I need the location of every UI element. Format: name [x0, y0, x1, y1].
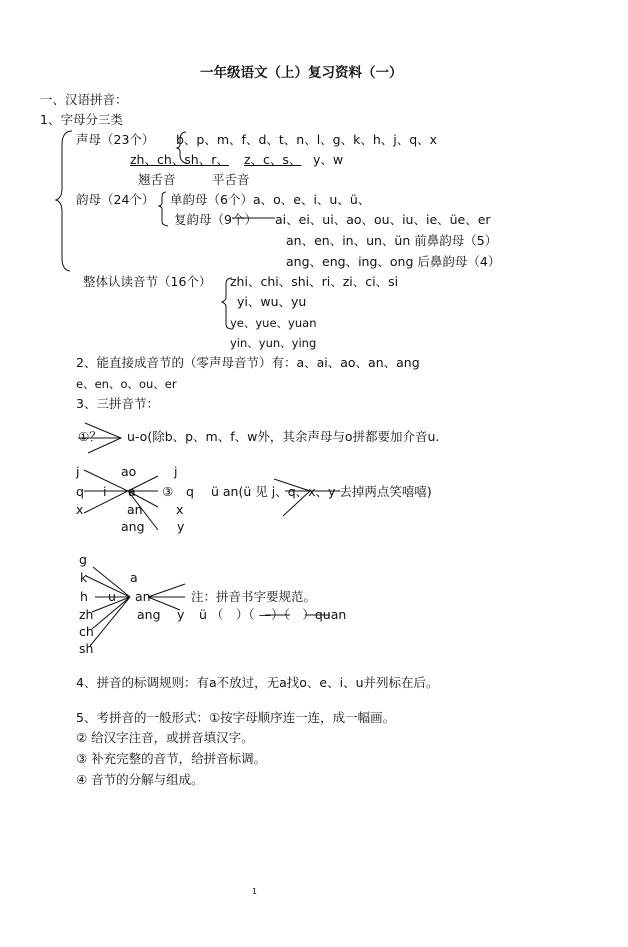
final-ang: ang — [137, 607, 161, 622]
letter-k: k — [80, 570, 88, 585]
letter-j: j — [76, 464, 80, 479]
letter-ch: ch — [79, 624, 94, 639]
letter-y: y — [177, 519, 185, 534]
letter-y: y — [177, 607, 185, 622]
fu-yunmu-label: 复韵母（9个） — [174, 212, 257, 227]
dan-yunmu: 单韵母（6个）a、o、e、i、u、ü、 — [170, 192, 371, 207]
qiaoshe-label: 翘舌音 — [138, 172, 176, 187]
item4: 4、拼音的标调规则：有a不放过，无a找o、e、i、u并列标在后。 — [76, 675, 439, 690]
brace-main — [56, 131, 72, 271]
letter-q: q — [186, 484, 194, 499]
letter-zh: zh — [79, 607, 94, 622]
final-an: an — [127, 502, 143, 517]
item3-heading: 3、三拼音节： — [76, 396, 159, 411]
item2-line1: 2、能直接成音节的（零声母音节）有：a、ai、ao、an、ang — [76, 355, 420, 370]
lines-jqx — [84, 470, 158, 530]
letter-sh: sh — [79, 641, 94, 656]
letter-u: u — [108, 589, 116, 604]
arrow-rule1 — [78, 423, 121, 453]
rule3-mark: ③ — [162, 484, 174, 499]
qiaoshe-letters: zh、ch、sh、r、 — [130, 152, 229, 167]
letter-a: a — [128, 484, 136, 499]
zhengti-label: 整体认读音节（16个） — [83, 274, 212, 289]
yw-letters: y、w — [313, 152, 344, 167]
lines-gk — [86, 567, 185, 646]
letter-j: j — [174, 464, 178, 479]
letter-q: q — [76, 484, 84, 499]
zhengti-row: zhi、chi、shi、ri、zi、ci、si — [230, 274, 399, 289]
rule1-mark: ①？ — [78, 429, 102, 444]
item5-line1: 5、考拼音的一般形式：①按字母顺序连一连，成一幅画。 — [76, 710, 396, 725]
qian-bi-yunmu: an、en、in、un、ün 前鼻韵母（5） — [286, 233, 498, 248]
fu-yunmu: ai、ei、ui、ao、ou、iu、ie、üe、er — [275, 212, 491, 227]
final-ang: ang — [121, 519, 145, 534]
shengmu-label: 声母（23个） — [76, 132, 155, 147]
hou-bi-yunmu: ang、eng、ing、ong 后鼻韵母（4） — [286, 254, 501, 269]
shengmu-row1: b、p、m、f、d、t、n、l、g、k、h、j、q、x — [176, 132, 438, 147]
item1-heading: 1、字母分三类 — [40, 112, 123, 127]
letter-x: x — [176, 502, 184, 517]
rule1-text: u-o(除b、p、m、f、w外，其余声母与o拼都要加介音u. — [127, 429, 440, 444]
item5-line3: ③ 补充完整的音节，给拼音标调。 — [76, 751, 267, 766]
example-text: ü （ ）（ —）（ ）quan — [199, 607, 347, 622]
zhengti-row: yin、yun、ying — [230, 336, 317, 350]
letter-h: h — [80, 589, 88, 604]
final-ao: ao — [121, 464, 137, 479]
brace-shengmu — [177, 132, 187, 163]
zhengti-row: ye、yue、yuan — [230, 316, 317, 330]
section-heading: 一、汉语拼音： — [40, 92, 128, 107]
final-an: an — [135, 589, 151, 604]
letter-x: x — [76, 502, 84, 517]
letter-g: g — [79, 552, 87, 567]
arrow-jyx — [274, 479, 340, 516]
item5-line4: ④ 音节的分解与组成。 — [76, 772, 204, 787]
item2-line2: e、en、o、ou、er — [76, 377, 177, 391]
yunmu-label: 韵母（24个） — [76, 192, 155, 207]
final-a: a — [130, 570, 138, 585]
rule3-text: ü an(ü 见 j、q、x、y 去掉两点笑嘻嘻) — [211, 484, 432, 499]
brace-zhengti — [222, 278, 232, 329]
item5-line2: ② 给汉字注音，或拼音填汉字。 — [76, 730, 254, 745]
pingshe-label: 平舌音 — [212, 172, 250, 187]
page-number: 1 — [252, 887, 258, 896]
pingshe-letters: z、c、s、 — [244, 152, 302, 167]
zhengti-row: yi、wu、yu — [237, 294, 307, 309]
note-text: 注：拼音书字要规范。 — [191, 589, 317, 604]
letter-i: i — [103, 484, 107, 499]
brace-yunmu — [159, 192, 168, 226]
page-title: 一年级语文（上）复习资料（一） — [200, 65, 403, 81]
